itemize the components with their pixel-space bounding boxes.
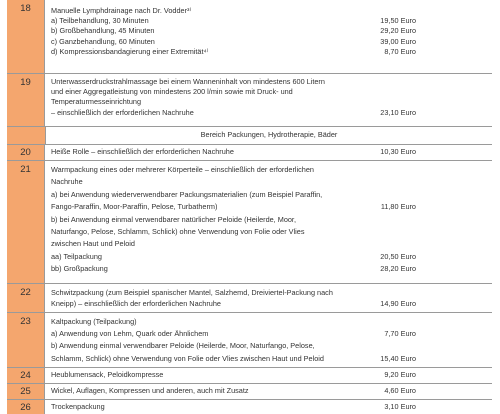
line-price: 28,20 Euro (380, 264, 416, 274)
row-line (51, 47, 486, 57)
row-number: 18 (7, 0, 45, 73)
line-text: Trockenpackung (51, 402, 105, 411)
line-text: Kaltpackung (Teilpackung) (51, 317, 137, 326)
row-line (51, 402, 486, 412)
line-price (356, 340, 486, 352)
line-price: 8,70 Euro (384, 46, 416, 56)
row-line (51, 164, 486, 176)
line-text: Schlamm, Schlick) ohne Verwendung von Folie oder Vlies zwischen Haut und Peloid (51, 353, 324, 363)
line-price: 10,30 Euro (380, 147, 416, 156)
line-price (356, 189, 486, 201)
line-price: 7,70 Euro (384, 329, 416, 339)
line-text: a) Teilbehandlung, 30 Minuten (51, 16, 149, 26)
row-line (51, 214, 486, 226)
line-text: Heiße Rolle – einschließlich der erforderlichen Nachruhe (51, 147, 234, 156)
row-line (51, 370, 486, 380)
line-price (356, 97, 486, 107)
row-line (51, 298, 486, 309)
line-price: 19,50 Euro (380, 16, 416, 26)
row-line (51, 328, 486, 340)
row-number: 19 (7, 74, 45, 126)
line-price (356, 176, 486, 188)
row-line (51, 353, 486, 365)
row-number: 25 (7, 384, 45, 399)
table-row (7, 313, 492, 368)
line-price: 9,20 Euro (384, 370, 416, 379)
row-content (45, 284, 492, 312)
line-text: Manuelle Lymphdrainage nach Dr. Vodder³⁾ (51, 6, 192, 15)
line-price (356, 287, 486, 298)
row-line (51, 108, 486, 118)
line-price (356, 6, 486, 16)
line-text: b) Anwendung einmal verwendbarer Peloide (Heilerde, Moor, Naturfango, Pelose, (51, 341, 315, 351)
row-line (51, 251, 486, 263)
row-line (51, 77, 486, 87)
line-price: 4,60 Euro (384, 386, 416, 395)
row-content (45, 145, 492, 160)
line-price (356, 87, 486, 97)
row-line (51, 147, 486, 157)
row-number: 24 (7, 368, 45, 383)
line-text: aa) Teilpackung (51, 251, 102, 261)
line-price: 11,80 Euro (380, 202, 416, 212)
row-content (45, 74, 492, 126)
row-line (51, 176, 486, 188)
row-line (51, 386, 486, 396)
line-text: Wickel, Auflagen, Kompressen und anderen, auch mit Zusatz (51, 386, 249, 395)
table-row (7, 161, 492, 284)
row-content (45, 0, 492, 73)
line-price: 15,40 Euro (380, 353, 416, 363)
row-number: 23 (7, 313, 45, 367)
line-text: und einer Aggregatleistung von mindestens 200 l/min sowie mit Druck- und (51, 87, 293, 97)
row-line (51, 287, 486, 298)
table-row (7, 384, 492, 400)
row-line (51, 37, 486, 47)
number-column-fill (7, 127, 46, 144)
row-number: 20 (7, 145, 45, 160)
row-content (45, 313, 492, 367)
line-price (356, 77, 486, 87)
line-text: Warmpackung eines oder mehrerer Körperteile – einschließlich der erforderlichen (51, 165, 314, 174)
row-line (51, 26, 486, 36)
line-text: – einschließlich der erforderlichen Nachruhe (51, 107, 194, 117)
line-price: 3,10 Euro (384, 402, 416, 411)
table-row (7, 400, 492, 414)
fee-table (7, 0, 492, 414)
row-content (45, 368, 492, 383)
row-line (51, 316, 486, 328)
line-price (356, 226, 486, 238)
row-content (45, 161, 492, 283)
table-row (7, 368, 492, 384)
line-text: d) Kompressionsbandagierung einer Extremität⁴⁾ (51, 46, 209, 56)
line-text: Fango-Paraffin, Moor-Paraffin, Pelose, Turbatherm) (51, 202, 218, 212)
line-price (356, 238, 486, 250)
row-number: 21 (7, 161, 45, 283)
line-price: 20,50 Euro (380, 251, 416, 261)
row-number: 22 (7, 284, 45, 312)
row-line (51, 340, 486, 352)
line-text: Temperaturmesseinrichtung (51, 97, 142, 107)
section-title: Bereich Packungen, Hydrotherapie, Bäder (200, 130, 338, 139)
row-number: 26 (7, 400, 45, 414)
line-text: a) Anwendung von Lehm, Quark oder Ähnlichem (51, 329, 209, 339)
row-line (51, 263, 486, 275)
line-text: Kneipp) – einschließlich der erforderlichen Nachruhe (51, 299, 221, 308)
line-text: c) Ganzbehandlung, 60 Minuten (51, 36, 155, 46)
line-text: b) Großbehandlung, 45 Minuten (51, 26, 155, 36)
row-content (45, 400, 492, 414)
table-row (7, 74, 492, 127)
line-text: zwischen Haut und Peloid (51, 239, 135, 249)
line-text: Heublumensack, Peloidkompresse (51, 370, 164, 379)
line-text: Naturfango, Pelose, Schlamm, Schlick) ohne Verwendung von Folie oder Vlies (51, 227, 305, 237)
line-text: Schwitzpackung (zum Beispiel spanischer Mantel, Salzhemd, Dreiviertel-Packung nach (51, 288, 333, 297)
line-text: a) bei Anwendung wiederverwendbarer Packungsmaterialien (zum Beispiel Paraffin, (51, 189, 323, 199)
line-price (356, 214, 486, 226)
row-line (51, 226, 486, 238)
line-price: 14,90 Euro (380, 299, 416, 308)
row-line (51, 201, 486, 213)
row-line (51, 87, 486, 97)
line-price: 39,00 Euro (380, 36, 416, 46)
row-line (51, 97, 486, 107)
row-content (45, 384, 492, 399)
row-line (51, 238, 486, 250)
section-header (7, 127, 492, 145)
line-text: b) bei Anwendung einmal verwendbarer natürlicher Peloide (Heilerde, Moor, (51, 214, 296, 224)
line-text: Unterwasserdruckstrahlmassage bei einem Wanneninhalt von mindestens 600 Litern (51, 77, 325, 86)
table-row (7, 0, 492, 74)
row-line (51, 16, 486, 26)
line-text: Nachruhe (51, 177, 83, 187)
line-price: 29,20 Euro (380, 26, 416, 36)
table-row (7, 145, 492, 161)
row-line (51, 6, 486, 16)
line-text: bb) Großpackung (51, 264, 108, 274)
line-price (356, 164, 486, 176)
line-price (356, 316, 486, 328)
row-line (51, 189, 486, 201)
table-row (7, 284, 492, 313)
line-price: 23,10 Euro (380, 107, 416, 117)
